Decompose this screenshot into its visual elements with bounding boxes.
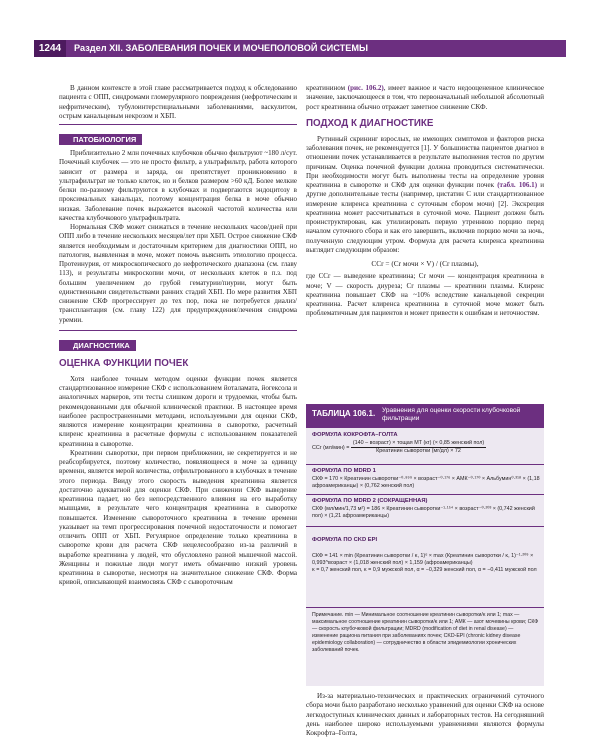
text-span: , имеет важное и часто недооцененное клиническое значение, заключающееся в том, что первоначальный небольшой абсолютный рост креатинина обычно отражает заметное снижение СКФ. [306, 84, 544, 111]
formula-fraction [351, 440, 486, 455]
table-section-heading: ФОРМУЛА КОКРОФТА–ГОЛТА [312, 432, 398, 438]
text-span: Рутинный скрининг взрослых, не имеющих симптомов и факторов риска заболевания почек, не рекомендуется [1]. У большинства пациентов диагноз в отношении почек устанавливается в результате выполнения тестов по другим причинам. Оценка почечной функции должна проводиться систематически. При необходимости могут быть выполнены тесты на определение уровня креатинина в сыворотке и СКФ для оценки функции почек [306, 134, 544, 189]
table-section-text: СКФ (мл/мин/1,73 м²) = 186 × Креатинин сыворотки⁻¹·¹⁵⁴ × возраст⁻⁰·²⁰³ × (0,742 женский пол) × (1,21 афроамериканцы) [312, 506, 535, 520]
table-reference[interactable]: (табл. 106.1) [497, 181, 538, 189]
clearance-formula: CCr = (Cr мочи × V) / (Cr плазмы), [371, 259, 479, 268]
text-span: креатинином [306, 84, 346, 92]
paragraph [306, 84, 544, 112]
table-title: Уравнения для оценки скорости клубочковой фильтрации [382, 407, 521, 422]
divider [59, 124, 297, 125]
table-divider [306, 607, 544, 608]
table-section-text: СКФ = 170 × Креатинин сыворотки⁻⁰·⁹⁹⁹ × возраст⁻⁰·¹⁷⁶ × АМК⁻⁰·¹⁷⁰ × Альбумин⁰·³¹⁸ × (1,18 афроамериканцы) × (0,762 женский пол) [312, 476, 540, 490]
section-title: Раздел XII. ЗАБОЛЕВАНИЯ ПОЧЕК И МОЧЕПОЛОВОЙ СИСТЕМЫ [74, 43, 369, 53]
intro-paragraph: В данном контексте в этой главе рассматривается подход к обследованию пациента с ОПП, синдромами гломерулярного повреждения (нефротическим и нефритическим), тубулоинтерстициальными заболеваниями, васкулитом, острым канальцевым некрозом и ХБП. [59, 84, 297, 120]
heading-diagnostic-approach: ПОДХОД К ДИАГНОСТИКЕ [306, 117, 434, 129]
divider [59, 330, 297, 331]
table-divider [306, 464, 544, 465]
paragraph: Приблизительно 2 млн почечных клубочков обычно фильтруют ~180 л/сут. Почечный клубочек — это не просто фильтр, а ультрафильтр, работа которого зависит от размера и заряда, он препятствует проникновению в ультрафильтрат не только клеток, но и белков размером >60 кД. Более мелкие белки по-разному фильтруются в клубочках и подвергаются эндоцитозу в проксимальных канальцах, поэтому концентрация белка в моче обычно низкая. Заболевание почек выражается высокой частотой количества или качества клубочкового ультрафильтрата. [59, 149, 297, 222]
table-header [306, 404, 544, 428]
table-section-ckd-epi [312, 530, 540, 574]
page-number: 1244 [34, 40, 66, 57]
table-number: ТАБЛИЦА 106.1. [312, 409, 376, 418]
formula-lhs: CCr (мл/мин) = [312, 445, 350, 452]
figure-reference[interactable]: (рис. 106.2) [347, 84, 384, 92]
table-section-heading: ФОРМУЛА ПО MDRD 2 (СОКРАЩЕННАЯ) [312, 498, 428, 504]
heading-diagnostics: ДИАГНОСТИКА [59, 340, 136, 351]
paragraph: Нормальная СКФ может снижаться в течение нескольких часов/дней при ОПП либо в течение нескольких месяцев/лет при ХБП. Острое снижение СКФ является необходимым и достаточным критерием для диагностики ОПП, но патология, выявленная в моче, может помочь выяснить этиологию процесса. Протеинурия, от микроскопического до нефротического диапазона (см. главу 113), и результаты микроскопии мочи, от нескольких клеток в п.з. под большим увеличением до грубой гематурии/пиурии, могут быть единственными свидетельствами ранних стадий ХБП. По мере развития ХБП снижение СКФ прогрессирует до тех пор, пока не потребуется диализ/трансплантация (см. главу 122) для предупреждения/лечения синдрома уремии. [59, 223, 297, 324]
paragraph: Креатинин сыворотки, при первом приближении, не секретируется и не реабсорбируется, поэтому количество, появляющееся в моче за единицу времени, является мерой количества, отфильтрованного в клубочках в течение этого периода. Ввиду этого скорость выведения креатинина является достаточно адекватной для оценки СКФ. При снижении СКФ выведение креатинина падает, но без непосредственного влияния на его выработку мышцами, в результате чего концентрация креатинина в сыворотке повышается. Изменение сывороточного креатинина в течение времени указывает на темп прогрессирования почечной недостаточности и помогает отличить ОПП от ХБП. Регулярное определение только креатинина в сыворотке крови для расчета СКФ нецелесообразно из-за различий в выработке креатинина у людей, что обусловлено разной мышечной массой. Женщины и пожилые люди могут иметь обманчиво низкий уровень креатинина в сыворотке, несмотря на значительное снижение СКФ. Форма кривой, описывающей взаимосвязь СКФ с сывороточным [59, 448, 297, 587]
paragraph [306, 135, 544, 255]
table-section-mdrd1 [312, 468, 540, 491]
left-column [59, 84, 297, 588]
paragraph: Хотя наиболее точным методом оценки функции почек является стандартизованное измерение СКФ с использованием йоталамата, йогексола и аналогичных маркеров, эти тесты слишком дороги и трудоемки, чтобы быть рекомендованными для обычной клинической практики. В настоящее время наиболее распространенными методами, используемыми для оценки СКФ, являются измерение концентрации креатинина в сыворотке, расчетный клиренс креатинина в расчетные формулы с использованием показателей креатинина в сыворотке. [59, 374, 297, 448]
formula-denominator: Креатинин сыворотки (мг/дл) × 72 [376, 448, 461, 455]
paragraph: Из-за материально-технических и практических ограничений суточного сбора мочи было разработано несколько уравнений для оценки СКФ на основе легкодоступных клинических данных и лабораторных тестов. На сегодняшний день наиболее широко используемыми уравнениями являются формулы Кокрофта–Голта, [306, 692, 544, 737]
heading-kidney-function: ОЦЕНКА ФУНКЦИИ ПОЧЕК [59, 357, 189, 369]
formula-numerator: (140 – возраст) × тощая МТ (кг) (× 0,85 женский пол) [351, 440, 486, 448]
table-section-mdrd2 [312, 498, 540, 521]
table-section-cockcroft [312, 432, 540, 456]
bottom-paragraph-block [306, 692, 544, 738]
table-divider [306, 494, 544, 495]
table-note: Примечание. min — Минимальное соотношение креатинин сыворотки/κ или 1; max — максимальное соотношение креатинин сыворотки/κ или 1; АМК — азот мочевины крови; СКФ — скорость клубочковой фильтрации; MDRD (modification of diet in renal disease) — изменение рациона питания при заболеваниях почек; CKD-EPI (chronic kidney disease epidemiology collaboration) — сотрудничество в области эпидемиологии хронических заболеваний почек. [312, 612, 539, 653]
heading-pathobiology: ПАТОБИОЛОГИЯ [59, 134, 142, 145]
table-section-heading: ФОРМУЛА ПО CKD EPI [312, 537, 378, 544]
table-section-heading: ФОРМУЛА ПО MDRD 1 [312, 468, 376, 474]
table-section-text: СКФ = 141 × min (Креатинин сыворотки / κ, 1)ᵅ × max (Креатинин сыворотки / κ, 1)⁻¹·²⁰⁹ × 0,993^возраст × (1,018 женский пол) × 1,159 (афроамериканцы) κ = 0,7 женский пол, κ = 0,9 мужской пол, α = −0,329 женский пол, α = −0,411 мужской пол [312, 552, 537, 574]
paragraph: где CCr — выведение креатинина; Cr мочи — концентрация креатинина в моче; V — скорость диуреза; Cr плазмы — креатинин плазмы. Клиренс креатинина повышает СКФ на ~10% вследствие канальцевой секреции креатинина. Расчет клиренса креатинина в суточной моче может быть проблематичным для пациентов и может привести к ошибкам и неточностям. [306, 272, 544, 318]
right-column [306, 84, 544, 319]
table-divider [306, 526, 544, 527]
text-span: и другие дополнительные тесты (например, цистатин С или стандартизованное измерение клиренса креатинина с суточным сбором мочи) [2]. Экскреция креатинина может рассчитываться в суточной моче. Пациент должен быть проинструктирован, как утилизировать первую утреннюю порцию перед началом суточного сбора и как его завершить, включив порцию мочи за ночь, полученную следующим утром. Формула для расчета клиренса креатинина выглядит следующим образом: [306, 181, 545, 254]
